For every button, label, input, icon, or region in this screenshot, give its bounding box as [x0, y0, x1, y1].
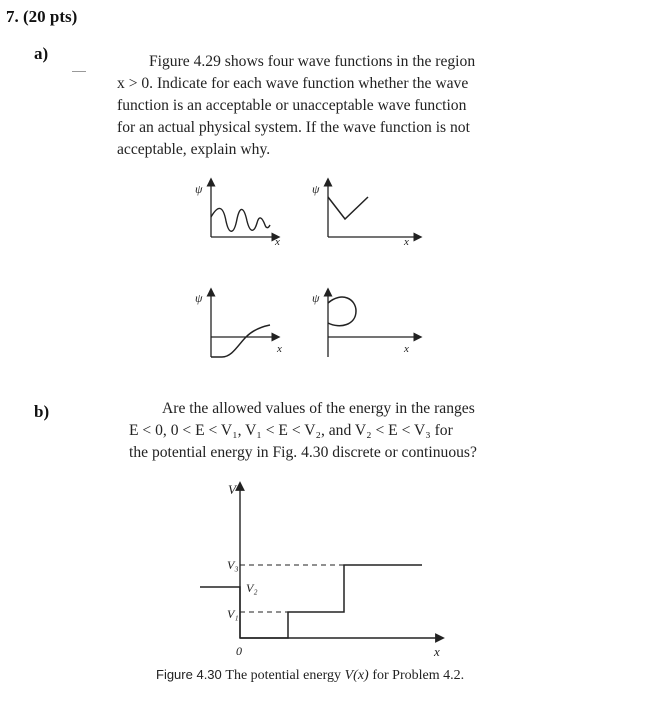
psi-label: ψ: [312, 182, 320, 196]
part-b-label: b): [34, 402, 50, 421]
v2-label: V₂: [246, 581, 258, 595]
psi-label: ψ: [195, 182, 203, 196]
part-a-line: acceptable, explain why.: [117, 141, 271, 158]
problem-label: 7. (20 pts): [6, 7, 78, 26]
part-a-line: function is an acceptable or unacceptable wave function: [117, 97, 467, 114]
x-label: x: [404, 343, 409, 355]
part-b-line: Are the allowed values of the energy in the ranges: [162, 400, 475, 417]
part-a-line: x > 0. Indicate for each wave function whether the wave: [117, 75, 469, 92]
kinked-curve: [328, 197, 368, 219]
wavefunction-plot-4: [312, 291, 418, 357]
v3-label: V₃: [227, 558, 239, 572]
caption-prefix: Figure 4.30: [156, 667, 222, 682]
part-b-line: E < 0, 0 < E < V₁, V₁ < E < V₂, and V₂ < E < V₃ for: [129, 422, 453, 439]
wave-curve: [211, 208, 270, 231]
wavefunction-figure: [180, 175, 430, 365]
figure-caption: [156, 667, 464, 684]
potential-figure: [190, 478, 460, 660]
divider-mark: [72, 71, 86, 72]
part-a-line: for an actual physical system. If the wave function is not: [117, 119, 470, 136]
x-label: x: [277, 343, 282, 355]
part-a-text: [117, 51, 475, 161]
x-label: x: [275, 236, 280, 248]
part-a-line: Figure 4.29 shows four wave functions in the region: [149, 53, 476, 70]
potential-curve: [200, 565, 422, 638]
wavefunction-plot-3: [195, 291, 282, 357]
caption-suffix: for Problem 4.2.: [372, 668, 465, 683]
part-b-text: [129, 398, 477, 464]
x-axis-label: x: [434, 644, 440, 659]
psi-label: ψ: [312, 291, 320, 305]
multivalued-curve: [328, 297, 356, 326]
v1-label: V₁: [227, 607, 239, 621]
x-label: x: [404, 236, 409, 248]
v-axis-label: V: [228, 482, 236, 497]
origin-label: 0: [236, 644, 242, 658]
caption-main: The potential energy: [225, 668, 341, 683]
psi-label: ψ: [195, 291, 203, 305]
part-a-label: a): [34, 44, 49, 63]
wavefunction-plot-1: [195, 182, 280, 248]
caption-func: V(x): [344, 668, 369, 683]
part-b-line: the potential energy in Fig. 4.30 discrete or continuous?: [129, 444, 477, 461]
wavefunction-plot-2: [312, 182, 418, 248]
discontinuous-curve: [211, 325, 270, 357]
